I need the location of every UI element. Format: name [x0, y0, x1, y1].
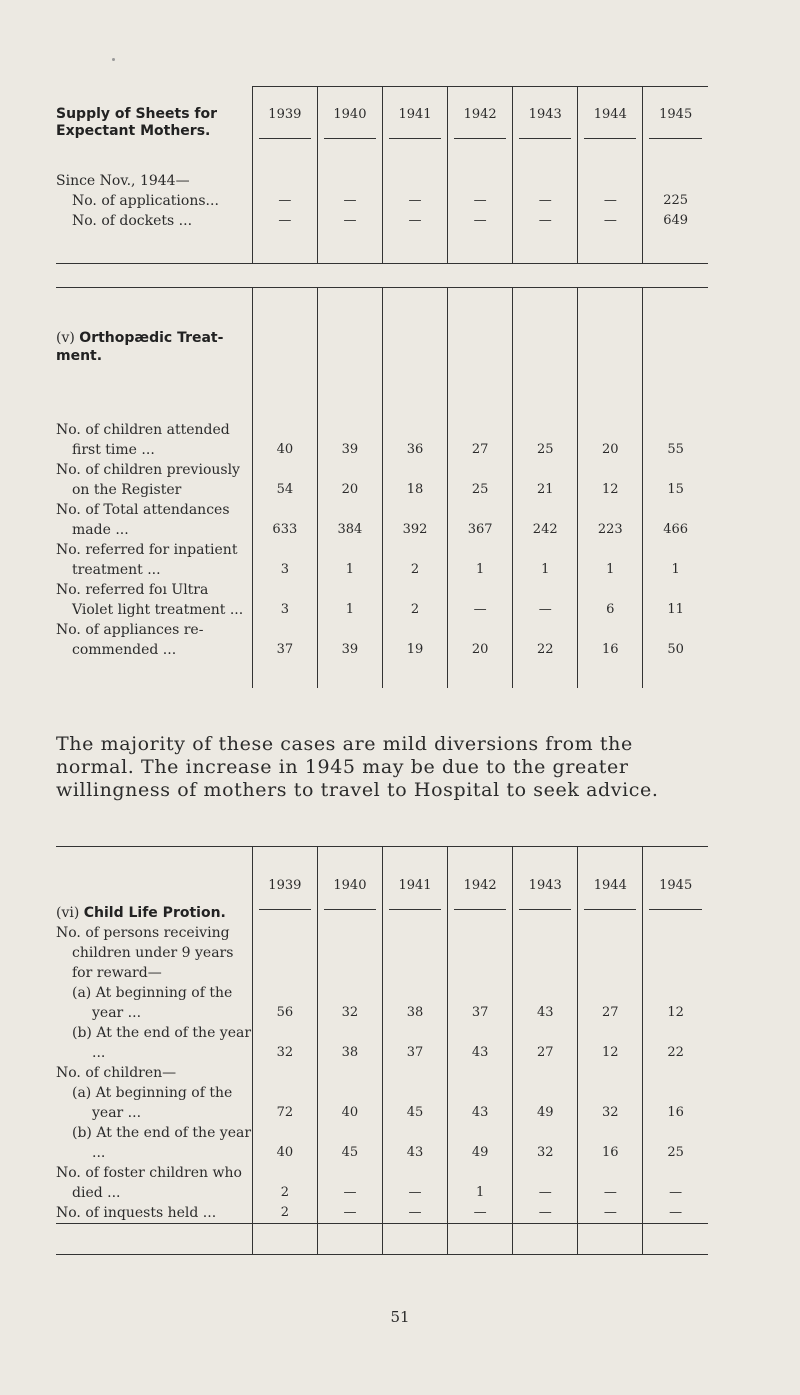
table-spacer-row — [56, 1224, 708, 1241]
table-cell: — — [382, 141, 447, 211]
table-cell: 32 — [578, 1063, 643, 1123]
table-cell: 20 — [317, 460, 382, 500]
table-cell: 40 — [252, 420, 317, 460]
table-cell: 72 — [252, 1063, 317, 1123]
table-row — [56, 141, 708, 211]
table-spacer-row — [56, 660, 708, 688]
table-row — [56, 1023, 708, 1063]
table-cell: — — [513, 141, 578, 211]
table-cell: 2 — [252, 1163, 317, 1203]
table-cell — [382, 288, 447, 421]
table-cell: 25 — [513, 420, 578, 460]
table-cell: — — [252, 211, 317, 264]
table-cell: — — [448, 1203, 513, 1224]
table-cell: 1 — [317, 580, 382, 620]
year-header: 1941 — [382, 87, 447, 142]
row-label: No. of Total attendances made ... — [56, 500, 252, 540]
year-header: 1939 — [252, 847, 317, 924]
table-row — [56, 580, 708, 620]
table-cell: 2 — [252, 1203, 317, 1224]
year-header: 1943 — [513, 87, 578, 142]
table-cell: 38 — [317, 1023, 382, 1063]
table-cell: — — [513, 580, 578, 620]
table-cell: — — [578, 211, 643, 264]
table-cell: — — [317, 141, 382, 211]
table-bottom-row — [56, 1240, 708, 1255]
table-cell: — — [448, 211, 513, 264]
table-cell: — — [317, 211, 382, 264]
table-row — [56, 540, 708, 580]
year-header: 1945 — [643, 87, 708, 142]
table-cell: 20 — [448, 620, 513, 660]
sheets-heading: Supply of Sheets for Expectant Mothers. — [56, 105, 218, 139]
child-life-heading-cell: (vi) Child Life Protion. — [56, 847, 252, 924]
table-cell: 54 — [252, 460, 317, 500]
row-label: No. of children previously on the Register — [56, 462, 240, 498]
table-row — [56, 1163, 708, 1203]
table-cell: 225 — [643, 141, 708, 211]
orthopaedic-heading: Orthopædic Treatment. — [56, 330, 224, 364]
table-cell: 49 — [448, 1123, 513, 1163]
table-cell — [252, 288, 317, 421]
table-cell: 1 — [578, 540, 643, 580]
table-cell: — — [513, 211, 578, 264]
year-header: 1941 — [382, 847, 447, 924]
table-cell: 45 — [382, 1063, 447, 1123]
table-cell: 3 — [252, 540, 317, 580]
table-cell: 43 — [382, 1123, 447, 1163]
table-cell: 6 — [578, 580, 643, 620]
sheets-table — [56, 86, 708, 264]
table-cell: 20 — [578, 420, 643, 460]
table-row — [56, 1063, 708, 1123]
table-cell: — — [578, 1203, 643, 1224]
table-cell: 45 — [317, 1123, 382, 1163]
table-cell: 49 — [513, 1063, 578, 1123]
table-cell: 2 — [382, 580, 447, 620]
table-cell: — — [448, 580, 513, 620]
table-cell: 466 — [643, 500, 708, 540]
table-cell: 39 — [317, 420, 382, 460]
table-cell — [317, 288, 382, 421]
table-cell: 11 — [643, 580, 708, 620]
commentary-paragraph: The majority of these cases are mild diversions from the normal. The increase in 1945 may be due to the greater willingness of mothers to travel to Hospital to seek advice. — [56, 733, 659, 801]
row-label: Since Nov., 1944— No. of applications... — [56, 173, 219, 209]
table-cell: 15 — [643, 460, 708, 500]
table-cell — [513, 288, 578, 421]
row-label: (b) At the end of the year ... — [56, 1123, 252, 1163]
table-cell: 1 — [513, 540, 578, 580]
table-cell: 19 — [382, 620, 447, 660]
speck — [112, 58, 115, 61]
table-cell: 12 — [578, 1023, 643, 1063]
table-cell: — — [317, 1163, 382, 1203]
table-cell: 32 — [317, 923, 382, 1023]
table-cell: 55 — [643, 420, 708, 460]
table-cell: 22 — [513, 620, 578, 660]
table-cell: 384 — [317, 500, 382, 540]
row-label: No. of children attended first time ... — [56, 420, 252, 460]
table-cell: 18 — [382, 460, 447, 500]
year-header: 1942 — [448, 847, 513, 924]
table-cell: — — [578, 141, 643, 211]
orthopaedic-heading-cell: (v) Orthopædic Treatment. — [56, 288, 252, 421]
table-cell: 39 — [317, 620, 382, 660]
table-cell: — — [382, 211, 447, 264]
table-cell — [643, 288, 708, 421]
table-cell: — — [513, 1163, 578, 1203]
year-header: 1943 — [513, 847, 578, 924]
table-cell: 25 — [643, 1123, 708, 1163]
table-cell: — — [252, 141, 317, 211]
orthopaedic-table — [56, 287, 708, 688]
table-cell: 32 — [252, 1023, 317, 1063]
table-row — [56, 923, 708, 1023]
row-label: (b) At the end of the year ... — [56, 1023, 252, 1063]
child-life-table — [56, 846, 708, 1255]
table-cell: 3 — [252, 580, 317, 620]
table-cell: 27 — [448, 420, 513, 460]
table-row — [56, 420, 708, 460]
row-label: No. of dockets ... — [56, 211, 252, 264]
sheets-header-row — [56, 87, 708, 142]
table-cell: 16 — [643, 1063, 708, 1123]
row-label: No. of persons receiving children under 9 years for reward— (a) At beginning of the year ... — [56, 923, 252, 1023]
table-cell: 50 — [643, 620, 708, 660]
table-cell: 649 — [643, 211, 708, 264]
year-header: 1944 — [578, 847, 643, 924]
table-cell — [448, 288, 513, 421]
table-row — [56, 1203, 708, 1224]
table-row — [56, 620, 708, 660]
table-cell: 40 — [317, 1063, 382, 1123]
orthopaedic-header-row — [56, 288, 708, 421]
table-cell: — — [382, 1163, 447, 1203]
child-life-header-row — [56, 847, 708, 924]
table-cell: 242 — [513, 500, 578, 540]
table-cell: 22 — [643, 1023, 708, 1063]
table-cell: — — [382, 1203, 447, 1224]
row-label: No. referred for inpatient treatment ... — [56, 540, 252, 580]
table-cell: 32 — [513, 1123, 578, 1163]
table-cell: 1 — [448, 1163, 513, 1203]
row-label: No. of appliances recommended ... — [56, 620, 252, 660]
table-cell — [578, 288, 643, 421]
table-cell: 37 — [448, 923, 513, 1023]
table-row — [56, 211, 708, 264]
table-cell: — — [643, 1203, 708, 1224]
year-header: 1939 — [252, 87, 317, 142]
row-label: No. referred foı Ultra Violet light treatment ... — [56, 580, 252, 620]
table-cell: 37 — [252, 620, 317, 660]
table-cell: 633 — [252, 500, 317, 540]
table-cell: 36 — [382, 420, 447, 460]
table-cell: 1 — [448, 540, 513, 580]
table-cell: 56 — [252, 923, 317, 1023]
table-cell: 367 — [448, 500, 513, 540]
table-cell: 43 — [513, 923, 578, 1023]
table-cell: 16 — [578, 1123, 643, 1163]
table-cell: 1 — [643, 540, 708, 580]
table-cell: 43 — [448, 1063, 513, 1123]
table-cell: — — [448, 141, 513, 211]
table-cell: — — [578, 1163, 643, 1203]
year-header: 1940 — [317, 87, 382, 142]
row-label: No. of inquests held ... — [56, 1203, 252, 1224]
table-cell: 16 — [578, 620, 643, 660]
row-label: No. of foster children who died ... — [56, 1163, 252, 1203]
table-cell: 21 — [513, 460, 578, 500]
table-cell: 40 — [252, 1123, 317, 1163]
row-label: No. of children— (a) At beginning of the year ... — [56, 1063, 252, 1123]
table-cell: 2 — [382, 540, 447, 580]
table-row — [56, 460, 708, 500]
year-header: 1945 — [643, 847, 708, 924]
table-cell: — — [643, 1163, 708, 1203]
table-cell: 37 — [382, 1023, 447, 1063]
table-cell: 1 — [317, 540, 382, 580]
year-header: 1942 — [448, 87, 513, 142]
table-cell: 392 — [382, 500, 447, 540]
table-cell: 27 — [513, 1023, 578, 1063]
year-header: 1944 — [578, 87, 643, 142]
table-cell: 223 — [578, 500, 643, 540]
child-life-heading: Child Life Protion. — [83, 905, 226, 921]
table-cell: 12 — [578, 460, 643, 500]
table-row — [56, 1123, 708, 1163]
table-cell: 12 — [643, 923, 708, 1023]
table-cell: 43 — [448, 1023, 513, 1063]
table-cell: — — [317, 1203, 382, 1224]
table-cell: 25 — [448, 460, 513, 500]
table-cell: 38 — [382, 923, 447, 1023]
page-number: 51 — [390, 1308, 410, 1326]
table-row — [56, 500, 708, 540]
table-cell: 27 — [578, 923, 643, 1023]
sheets-heading-cell — [56, 87, 252, 142]
year-header: 1940 — [317, 847, 382, 924]
table-cell: — — [513, 1203, 578, 1224]
